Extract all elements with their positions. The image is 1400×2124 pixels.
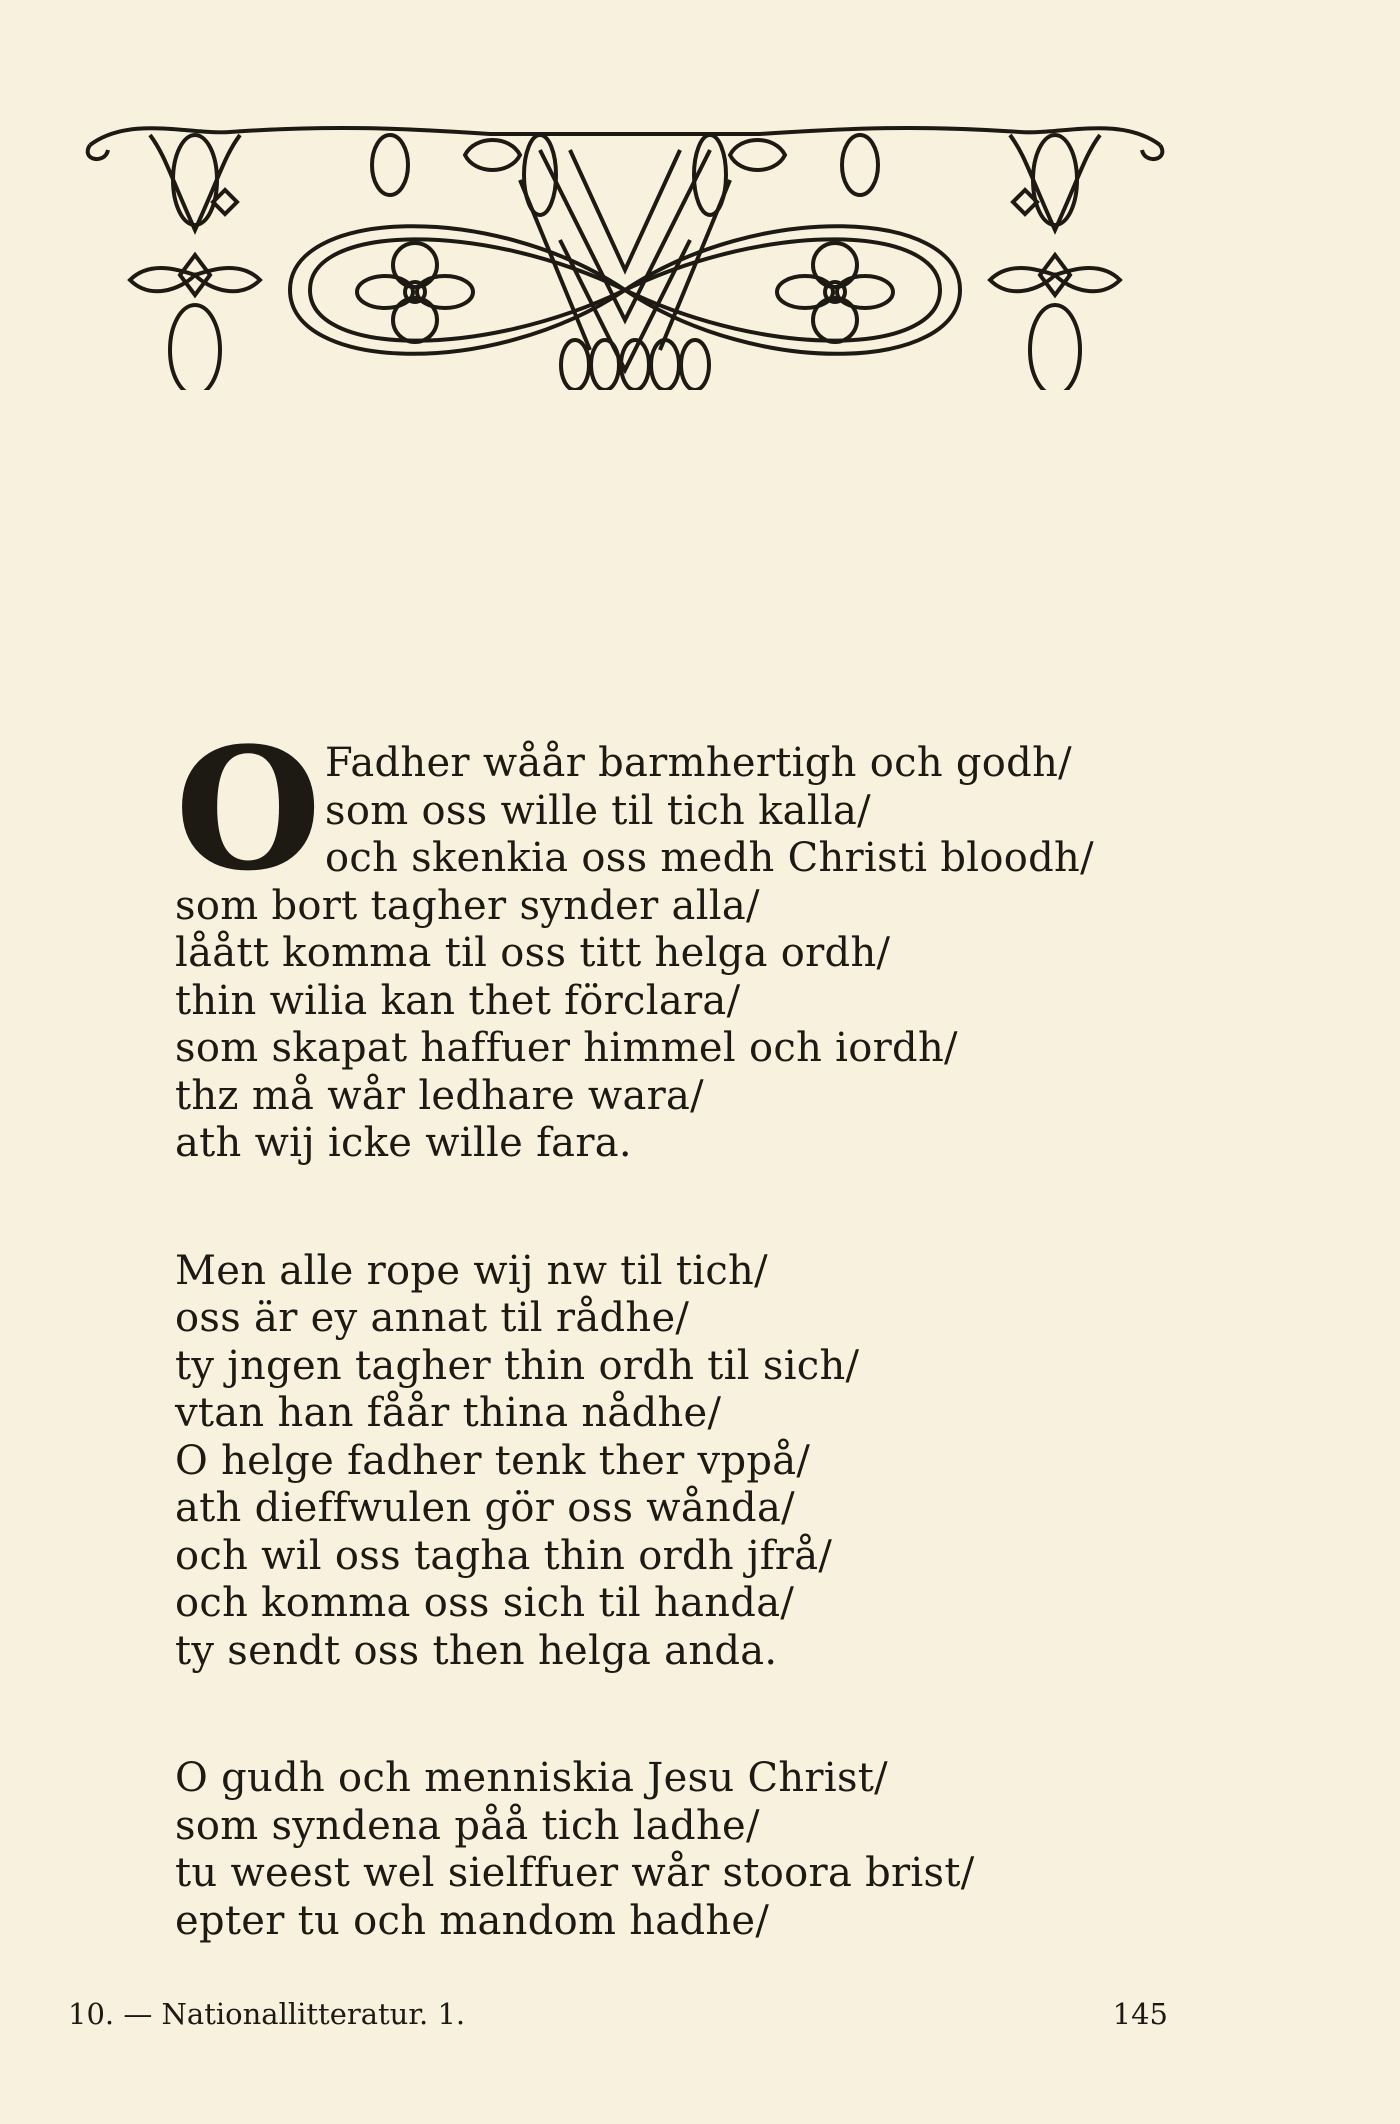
verse-line: som oss wille til tich kalla/ <box>325 787 871 834</box>
signature-mark: 10. — Nationallitteratur. 1. <box>68 1997 466 2031</box>
verse-line: tu weest wel sielffuer wår stoora brist/ <box>175 1850 975 1896</box>
verse-line: oss är ey annat til rådhe/ <box>175 1295 690 1341</box>
verse-line: som bort tagher synder alla/ <box>175 882 760 929</box>
verse-line: thz må wår ledhare wara/ <box>175 1072 704 1119</box>
verse-line: låått komma til oss titt helga ordh/ <box>175 930 891 976</box>
verse-line: Men alle rope wij nw til tich/ <box>175 1247 768 1294</box>
page-number: 145 <box>1112 1997 1168 2031</box>
verse-line: ath wij icke wille fara. <box>175 1120 632 1166</box>
verse-line: ty sendt oss then helga anda. <box>175 1627 778 1674</box>
verse-line: Fadher wåår barmhertigh och godh/ <box>325 740 1072 786</box>
verse-line: och wil oss tagha thin ordh jfrå/ <box>175 1532 833 1579</box>
verse-line: ty jngen tagher thin ordh til sich/ <box>175 1342 860 1389</box>
verse-line: O helge fadher tenk ther vppå/ <box>175 1437 811 1484</box>
stanza-3 <box>175 1755 1195 1945</box>
stanza-1 <box>175 710 1195 1168</box>
verse-line: thin wilia kan thet förclara/ <box>175 977 741 1024</box>
verse-line: vtan han fåår thina nådhe/ <box>175 1390 722 1436</box>
verse-line: och skenkia oss medh Christi bloodh/ <box>325 835 1094 881</box>
ornament-header-icon <box>70 120 1180 390</box>
verse-line: ath dieffwulen gör oss wånda/ <box>175 1485 795 1531</box>
verse-line: som syndena påå tich ladhe/ <box>175 1802 760 1849</box>
verse-line: epter tu och mandom hadhe/ <box>175 1897 770 1944</box>
verse-line: O gudh och menniskia Jesu Christ/ <box>175 1755 888 1801</box>
verse-line: och komma oss sich til handa/ <box>175 1580 795 1626</box>
verse-line: som skapat haffuer himmel och iordh/ <box>175 1025 958 1071</box>
stanza-2 <box>175 1248 1195 1676</box>
poem <box>175 710 1195 2025</box>
drop-cap: O <box>175 710 322 908</box>
